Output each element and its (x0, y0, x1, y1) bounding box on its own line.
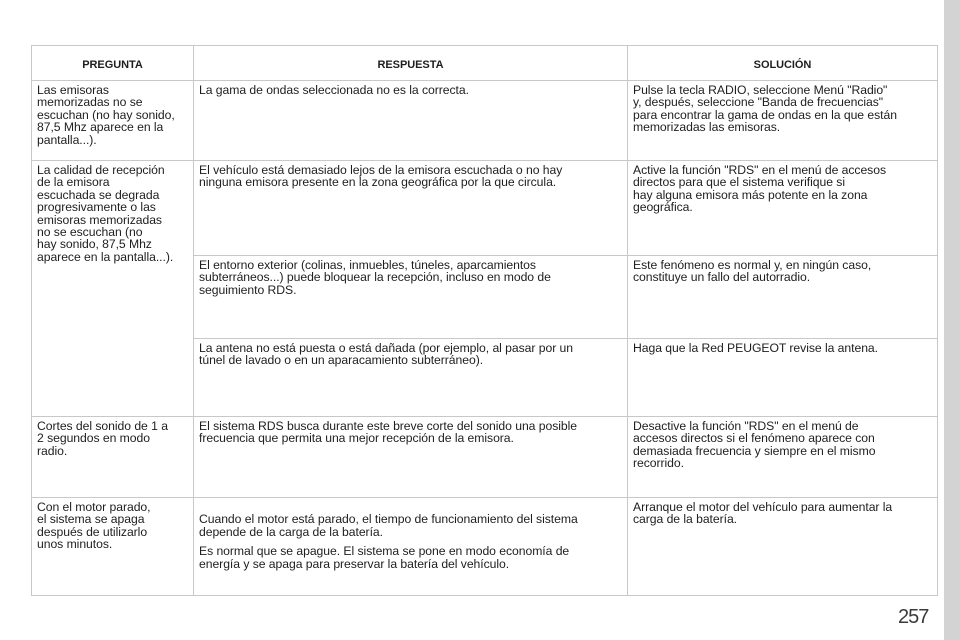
header-solucion: SOLUCIÓN (753, 59, 812, 71)
answer-cell: La gama de ondas seleccionada no es la correcta. (199, 83, 469, 97)
question-cell: La calidad de recepción de la emisora escuchada se degrada progresivamente o las emisoras memorizadas no se escuchan (no hay sonido, 87,5 Mhz aparece en la pantalla...). (37, 163, 174, 264)
answer-paragraph: Es normal que se apague. El sistema se pone en modo economía de energía y se apaga para preservar la batería del vehículo. (199, 544, 570, 571)
solution-cell: Active la función "RDS" en el menú de accesos directos para que el sistema verifique si hay alguna emisora más potente en la zona geográfica. (633, 163, 886, 215)
solution-cell: Pulse la tecla RADIO, seleccione Menú "Radio" y, después, seleccione "Banda de frecuencias" para encontrar la gama de ondas en la que están memorizadas las emisoras. (633, 83, 897, 135)
page-side-bar (944, 0, 960, 640)
question-cell: Cortes del sonido de 1 a 2 segundos en modo radio. (37, 419, 168, 458)
header-pregunta: PREGUNTA (82, 59, 143, 71)
page-number: 257 (898, 606, 929, 628)
solution-cell: Este fenómeno es normal y, en ningún caso, constituye un fallo del autorradio. (633, 258, 872, 285)
question-cell: Las emisoras memorizadas no se escuchan (no hay sonido, 87,5 Mhz aparece en la pantalla...). (37, 83, 175, 147)
answer-cell: El entorno exterior (colinas, inmuebles, túneles, aparcamientos subterráneos...) puede bloquear la recepción, incluso en modo de seguimiento RDS. (199, 258, 551, 297)
header-respuesta: RESPUESTA (377, 59, 444, 71)
answer-cell: El sistema RDS busca durante este breve corte del sonido una posible frecuencia que permita una mejor recepción de la emisora. (199, 419, 578, 446)
answer-cell: El vehículo está demasiado lejos de la emisora escuchada o no hay ninguna emisora presente en la zona geográfica por la que circula. (199, 163, 563, 190)
solution-cell: Arranque el motor del vehículo para aumentar la carga de la batería. (633, 500, 893, 527)
answer-paragraph: Cuando el motor está parado, el tiempo de funcionamiento del sistema depende de la carga de la batería. (199, 512, 578, 539)
answer-cell: La antena no está puesta o está dañada (por ejemplo, al pasar por un túnel de lavado o en un aparacamiento subterráneo). (199, 341, 574, 368)
solution-cell: Desactive la función "RDS" en el menú de accesos directos si el fenómeno aparece con demasiada frecuencia y siempre en el mismo recorrido. (633, 419, 876, 471)
faq-table (31, 45, 938, 596)
solution-cell: Haga que la Red PEUGEOT revise la antena. (633, 341, 878, 355)
answer-cell (194, 498, 627, 582)
question-cell: Con el motor parado, el sistema se apaga después de utilizarlo unos minutos. (37, 500, 151, 552)
